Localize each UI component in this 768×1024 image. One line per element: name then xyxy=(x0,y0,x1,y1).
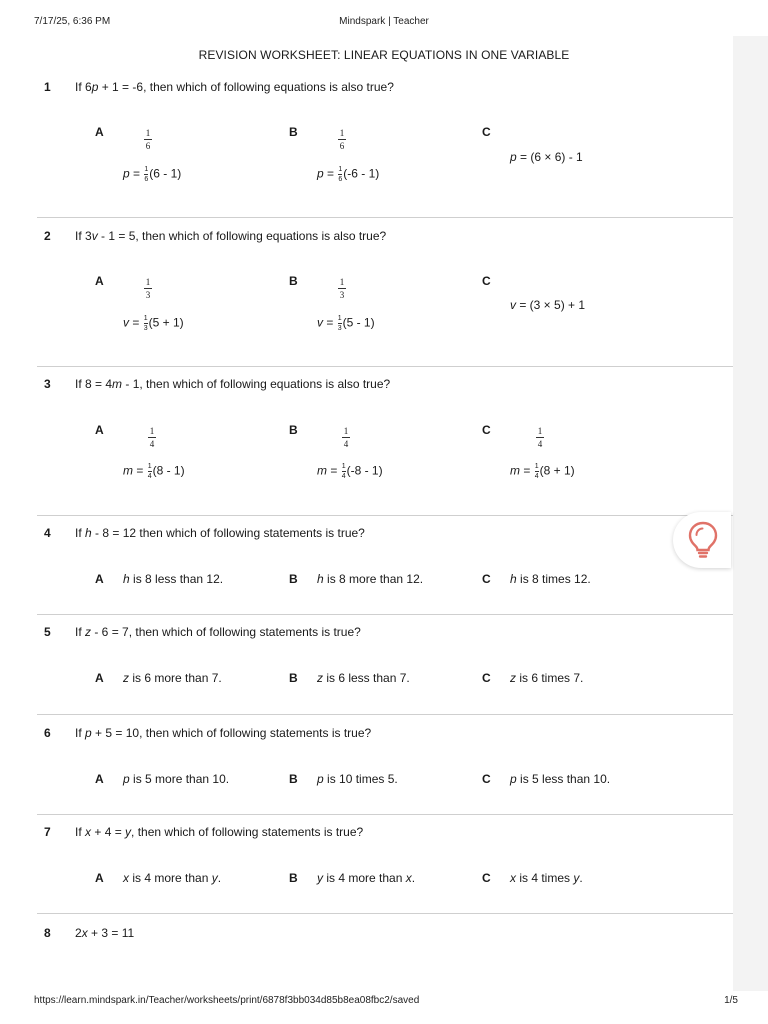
option-equation: $p = \frac{1}{6}(-6 - 1)$ xyxy=(317,166,380,183)
question-number: 7 xyxy=(44,825,51,839)
question-divider xyxy=(37,366,733,367)
option-statement: x is 4 more than y. xyxy=(123,871,222,885)
worksheet-title: REVISION WORKSHEET: LINEAR EQUATIONS IN ONE VARIABLE xyxy=(198,48,570,62)
lightbulb-icon xyxy=(687,521,719,559)
option-equation: $p = \frac{1}{6}(6 - 1)$ xyxy=(123,166,182,183)
question-divider xyxy=(37,714,733,715)
option-statement: p is 5 more than 10. xyxy=(123,772,230,786)
option-statement: h is 8 more than 12. xyxy=(317,572,424,586)
question-text: If z - 6 = 7, then which of following statements is true? xyxy=(75,625,361,639)
fraction-label: 1 4 xyxy=(537,426,543,449)
fraction-label: 1 3 xyxy=(339,277,345,300)
question-divider xyxy=(37,814,733,815)
question-text: 2x + 3 = 11 xyxy=(75,926,135,940)
fraction-label: 1 6 xyxy=(339,128,345,151)
option-letter-c[interactable]: C xyxy=(482,772,491,786)
option-equation: $m = \frac{1}{4}(-8 - 1)$ xyxy=(317,463,383,480)
option-letter-a[interactable]: A xyxy=(95,274,104,288)
option-letter-b[interactable]: B xyxy=(289,423,298,437)
question-number: 2 xyxy=(44,229,51,243)
footer-page-number: 1/5 xyxy=(724,995,738,1006)
option-letter-b[interactable]: B xyxy=(289,671,298,685)
option-letter-b[interactable]: B xyxy=(289,274,298,288)
question-text: If h - 8 = 12 then which of following statements is true? xyxy=(75,526,365,540)
question-divider xyxy=(37,913,733,914)
option-letter-a[interactable]: A xyxy=(95,871,104,885)
option-letter-a[interactable]: A xyxy=(95,572,104,586)
option-statement: z is 6 times 7. xyxy=(510,671,584,685)
question-divider xyxy=(37,614,733,615)
footer-url: https://learn.mindspark.in/Teacher/worksheets/print/6878f3bb034d85b8ea08fbc2/saved xyxy=(34,995,420,1006)
option-letter-b[interactable]: B xyxy=(289,871,298,885)
option-letter-b[interactable]: B xyxy=(289,125,298,139)
option-letter-a[interactable]: A xyxy=(95,423,104,437)
question-number: 3 xyxy=(44,377,51,391)
option-letter-c[interactable]: C xyxy=(482,871,491,885)
option-equation: $m = \frac{1}{4}(8 + 1)$ xyxy=(510,463,575,480)
hint-button[interactable] xyxy=(673,512,731,568)
question-number: 6 xyxy=(44,726,51,740)
question-text: If 6p + 1 = -6, then which of following equations is also true? xyxy=(75,80,394,94)
option-statement: y is 4 more than x. xyxy=(317,871,416,885)
option-statement: z is 6 more than 7. xyxy=(123,671,222,685)
fraction-label: 1 4 xyxy=(343,426,349,449)
question-text: If p + 5 = 10, then which of following statements is true? xyxy=(75,726,372,740)
option-letter-c[interactable]: C xyxy=(482,274,491,288)
question-text: If 8 = 4m - 1, then which of following equations is also true? xyxy=(75,377,391,391)
option-letter-a[interactable]: A xyxy=(95,671,104,685)
option-letter-b[interactable]: B xyxy=(289,572,298,586)
option-statement: h is 8 times 12. xyxy=(510,572,591,586)
option-statement: h is 8 less than 12. xyxy=(123,572,224,586)
question-number: 4 xyxy=(44,526,51,540)
question-text: If x + 4 = y, then which of following statements is true? xyxy=(75,825,364,839)
option-statement: p is 10 times 5. xyxy=(317,772,398,786)
print-site-title: Mindspark | Teacher xyxy=(339,16,429,27)
right-margin-shade xyxy=(733,36,768,991)
question-number: 1 xyxy=(44,80,51,94)
fraction-label: 1 4 xyxy=(149,426,155,449)
question-number: 8 xyxy=(44,926,51,940)
option-letter-a[interactable]: A xyxy=(95,772,104,786)
option-equation: $v = \frac{1}{3}(5 - 1)$ xyxy=(317,315,375,332)
option-letter-c[interactable]: C xyxy=(482,671,491,685)
question-divider xyxy=(37,217,733,218)
option-statement: z is 6 less than 7. xyxy=(317,671,410,685)
question-text: If 3v - 1 = 5, then which of following equations is also true? xyxy=(75,229,387,243)
option-letter-c[interactable]: C xyxy=(482,125,491,139)
option-equation: v = (3 × 5) + 1 xyxy=(510,298,586,312)
option-equation: p = (6 × 6) - 1 xyxy=(510,150,583,164)
fraction-label: 1 3 xyxy=(145,277,151,300)
question-divider xyxy=(37,515,733,516)
option-equation: $m = \frac{1}{4}(8 - 1)$ xyxy=(123,463,185,480)
option-statement: x is 4 times y. xyxy=(510,871,583,885)
question-number: 5 xyxy=(44,625,51,639)
option-letter-a[interactable]: A xyxy=(95,125,104,139)
option-statement: p is 5 less than 10. xyxy=(510,772,611,786)
fraction-label: 1 6 xyxy=(145,128,151,151)
option-letter-c[interactable]: C xyxy=(482,572,491,586)
print-datetime: 7/17/25, 6:36 PM xyxy=(34,16,111,27)
option-letter-b[interactable]: B xyxy=(289,772,298,786)
option-equation: $v = \frac{1}{3}(5 + 1)$ xyxy=(123,315,184,332)
option-letter-c[interactable]: C xyxy=(482,423,491,437)
